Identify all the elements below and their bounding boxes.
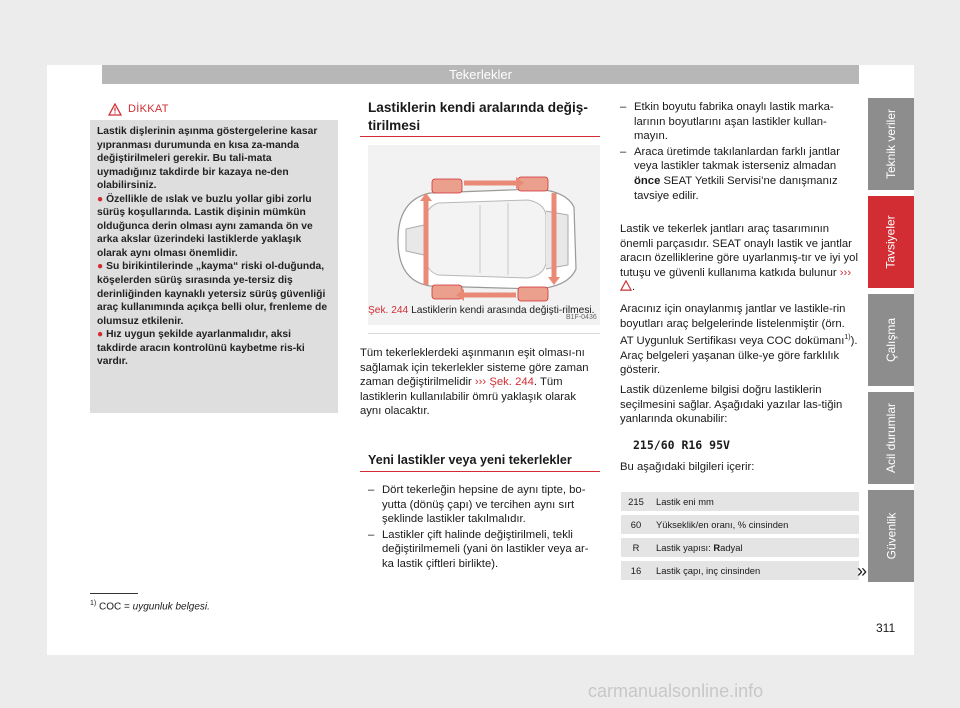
- page-header: [102, 65, 859, 84]
- warning-title: DİKKAT: [128, 103, 169, 115]
- list-text: Araca üretimde takılanlardan farklı jantlar veya lastikler takmak isterseniz almadan: [634, 145, 840, 173]
- body-text: Tüm tekerleklerdeki aşınmanın eşit olması-nı sağlamak için tekerlekler sisteme göre zaman zaman değiştirilmelidir: [360, 347, 589, 389]
- footnote-italic: uygunluk belgesi.: [132, 601, 210, 613]
- reference-arrow: ›››: [839, 266, 852, 279]
- heading-rule: [360, 136, 600, 137]
- list-item: – Lastikler çift halinde değiştirilmeli, tekli değiştirilmemeli (yani ön lastikler veya ar-ka lastik çiftleri birlikte).: [368, 528, 600, 572]
- tab-label: Teknik veriler: [884, 108, 898, 180]
- subsection-heading: Yeni lastikler veya yeni tekerlekler: [368, 453, 572, 467]
- tab-acil-durumlar[interactable]: [868, 392, 914, 484]
- body-paragraph: [360, 346, 600, 419]
- warning-bullet-item: [97, 193, 331, 261]
- caption-text: Lastiklerin kendi arasında değişti-rilmesi.: [411, 305, 595, 316]
- figure-code: B1F-0436: [566, 314, 597, 321]
- spec-value: Lastik çapı, inç cinsinden: [651, 561, 859, 580]
- section-heading: Lastiklerin kendi aralarında değiş-tirilmesi: [368, 100, 588, 133]
- warning-link-icon[interactable]: [620, 280, 632, 291]
- spec-key: 16: [621, 561, 651, 580]
- paragraph: [620, 302, 860, 378]
- tab-guvenlik[interactable]: [868, 490, 914, 582]
- tab-label: Tavsiyeler: [884, 215, 899, 269]
- tab-label: Güvenlik: [884, 512, 898, 560]
- bullet-text: Hız uygun şekilde ayarlanmalıdır, aksi takdirde aracın kontrolünü kaybetme ris-ki vardır.: [97, 329, 305, 368]
- list-item: [620, 145, 860, 203]
- footnote-marker: 1): [844, 334, 851, 342]
- page-number: 311: [876, 621, 896, 635]
- bullet-icon: ●: [97, 261, 104, 273]
- list-text: SEAT Yetkili Servisi’ne danışmanız tavsiye edilir.: [634, 174, 838, 202]
- bullet-icon: ●: [97, 193, 104, 205]
- tab-teknik-veriler[interactable]: [868, 98, 914, 190]
- footnote-rule: [90, 593, 138, 594]
- warning-triangle-icon: [108, 103, 122, 116]
- tire-rotation-figure: [368, 145, 600, 325]
- table-row: [621, 492, 859, 511]
- continue-icon: »: [857, 561, 868, 581]
- body-text: . Tüm lastiklerin kullanılabilir ömrü yaklaşık olarak aynı olacaktır.: [360, 376, 576, 418]
- spec-text: adyal: [720, 542, 743, 553]
- tab-label: Çalışma: [883, 317, 898, 363]
- table-row: [621, 515, 859, 534]
- spec-value: [651, 538, 859, 557]
- spec-value: Lastik eni mm: [651, 492, 859, 511]
- footnote: [90, 600, 210, 612]
- spec-key: 60: [621, 515, 651, 534]
- spec-bold: R: [713, 542, 721, 553]
- figure-caption: [368, 304, 600, 317]
- paragraph-text: Aracınız için onaylanmış jantlar ve lastikle-rin boyutları araç belgelerinde listelenmiştir (örn. AT Uygunluk Sertifikası veya COC dokümanı: [620, 303, 846, 347]
- bullet-text: Özellikle de ıslak ve buzlu yollar gibi zorlu sürüş koşullarında. Lastik dişinin mümkün olduğunca derin olması aynı zamanda ön ve arka akslar üzerindeki lastiklerde yaklaşık olarak aynı olması önemlidir.: [97, 193, 313, 259]
- paragraph: Lastik düzenleme bilgisi doğru lastiklerin seçilmesini sağlar. Aşağıdaki yazılar las-tiğin yanlarında okunabilir:: [620, 384, 843, 426]
- bullet-icon: ●: [97, 329, 104, 341]
- footnote-marker: 1): [90, 600, 97, 607]
- reference-arrow: ›››: [474, 376, 487, 389]
- figure-ref[interactable]: Şek. 244: [368, 305, 409, 316]
- paragraph-text: Lastik ve tekerlek jantları araç tasarımının önemli parçasıdır. SEAT onaylı lastik ve jantlar aracın özelliklerine göre uyarlanmış-tır ve iyi yol tutuşu ve güvenli kullanıma katkıda bulunur: [620, 223, 858, 279]
- tire-rules-list: [368, 483, 600, 573]
- tire-spec-table: [621, 488, 859, 584]
- spec-text: Lastik yapısı:: [656, 542, 714, 553]
- paragraph: Lastik ve tekerlek jantları araç tasarımının önemli parçasıdır. SEAT onaylı lastik ve jantlar aracın özelliklerine göre uyarlanmış-tır ve iyi yol tutuşu ve güvenli kullanıma katkıda bulunur ››› .: [620, 223, 858, 294]
- tab-label: Acil durumlar: [884, 402, 898, 474]
- tab-tavsiyeler[interactable]: [868, 196, 914, 288]
- figure-link[interactable]: Şek. 244: [489, 376, 534, 389]
- spec-key: 215: [621, 492, 651, 511]
- bold-word: önce: [634, 174, 661, 187]
- car-topview-illustration: [368, 145, 600, 325]
- list-item: – Dört tekerleğin hepsine de aynı tipte, bo-yutta (dönüş çapı) ve tercihen aynı sırt şeklinde lastikler takılmalıdır.: [368, 483, 600, 527]
- heading-rule: [360, 471, 600, 472]
- watermark: carmanualsonline.info: [588, 681, 764, 701]
- footnote-text: COC =: [99, 601, 133, 613]
- table-row: [621, 561, 859, 580]
- spec-value: Yükseklik/en oranı, % cinsinden: [651, 515, 859, 534]
- warning-body: [90, 120, 338, 369]
- right-list: [620, 100, 860, 204]
- table-row: [621, 538, 859, 557]
- paragraph: Bu aşağıdaki bilgileri içerir:: [620, 461, 755, 473]
- warning-box: [90, 100, 338, 413]
- bullet-text: Su birikintilerinde „kayma“ riski ol-duğunda, köşelerden sürüş sırasında ye-tersiz diş derinliğinden kaynaklı yetersiz sürüş güvenliği araç kullanımında açıkça belli olur, frenleme de olumsuz etkilenir.: [97, 261, 328, 327]
- tire-code: 215/60 R16 95V: [633, 438, 730, 452]
- header-title: Tekerlekler: [449, 67, 512, 82]
- caption-rule: [368, 333, 600, 334]
- tab-calisma[interactable]: [868, 294, 914, 386]
- list-item: – Etkin boyutu fabrika onaylı lastik marka-larının boyutlarını aşan lastikler kullan-mayın.: [620, 100, 860, 144]
- warning-bullet-item: [97, 328, 331, 369]
- warning-bullet-item: [97, 260, 331, 328]
- warning-header: [90, 100, 338, 120]
- warning-paragraph: Lastik dişlerinin aşınma göstergelerine kasar yıpranması durumunda en kısa za-manda değiştirilmeleri gerekir. Bu tali-mata uymadığınız takdirde bir kazaya ne-den olabilirsiniz.: [97, 126, 318, 192]
- spec-key: R: [621, 538, 651, 557]
- paragraph-text: ). Araç belgeleri yaşanan ülke-ye göre farklılık gösterir.: [620, 334, 858, 377]
